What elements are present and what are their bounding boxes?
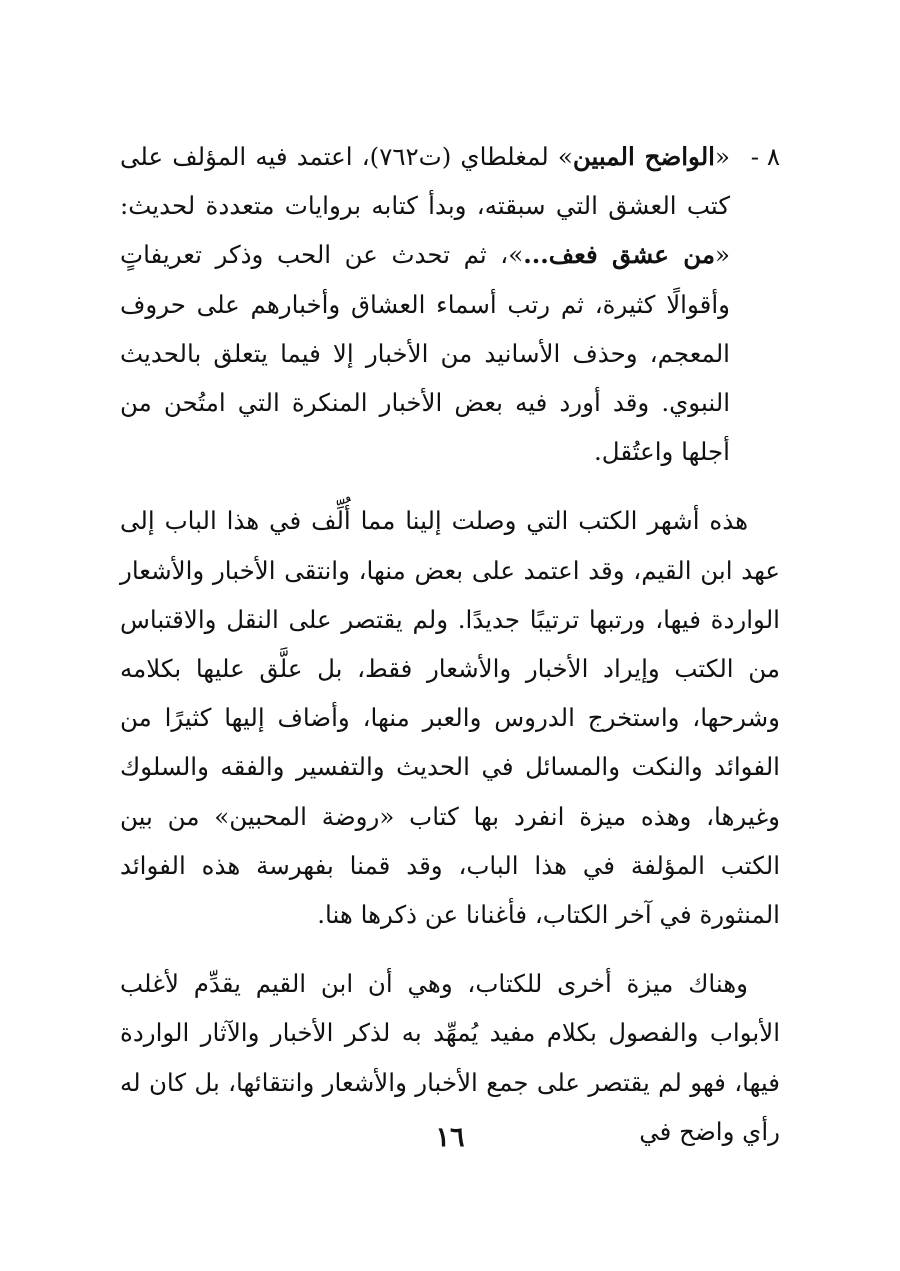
- item-number: ٨ -: [750, 142, 780, 171]
- hadith-quote: من عشق فعف...: [523, 240, 715, 270]
- item-8-text: «الواضح المبين» لمغلطاي (ت٧٦٢)، اعتمد فيه المؤلف على كتب العشق التي سبقته، وبدأ كتابه بروايات متعددة لحديث: «من عشق فعف...»، ثم تحدث عن الحب وذكر تعريفاتٍ وأقوالًا كثيرة، ثم رتب أسماء العشاق وأخبارهم على حروف المعجم، وحذف الأسانيد من الأخبار إلا فيما يتعلق بالحديث النبوي. وقد أورد فيه بعض الأخبار المنكرة التي امتُحن من أجلها واعتُقل.: [120, 142, 730, 467]
- book-title: الواضح المبين: [572, 142, 715, 171]
- list-item-8: [120, 132, 780, 476]
- page-number: ١٦: [435, 1122, 465, 1153]
- paragraph-1: هذه أشهر الكتب التي وصلت إلينا مما أُلِّف في هذا الباب إلى عهد ابن القيم، وقد اعتمد على بعض منها، وانتقى الأخبار والأشعار الواردة فيها، ورتبها ترتيبًا جديدًا. ولم يقتصر على النقل والاقتباس من الكتب وإيراد الأخبار والأشعار فقط، بل علَّق عليها بكلامه وشرحها، واستخرج الدروس والعبر منها، وأضاف إليها كثيرًا من الفوائد والنكت والمسائل في الحديث والتفسير والفقه والسلوك وغيرها، وهذه ميزة انفرد بها كتاب «روضة المحبين» من بين الكتب المؤلفة في هذا الباب، وقد قمنا بفهرسة هذه الفوائد المنثورة في آخر الكتاب، فأغنانا عن ذكرها هنا.: [120, 506, 780, 930]
- page-content: [120, 132, 780, 1156]
- paragraph-2: وهناك ميزة أخرى للكتاب، وهي أن ابن القيم يقدِّم لأغلب الأبواب والفصول بكلام مفيد يُمهِّد به لذكر الأخبار والآثار الواردة فيها، فهو لم يقتصر على جمع الأخبار والأشعار وانتقائها، بل كان له رأي واضح في: [120, 969, 780, 1146]
